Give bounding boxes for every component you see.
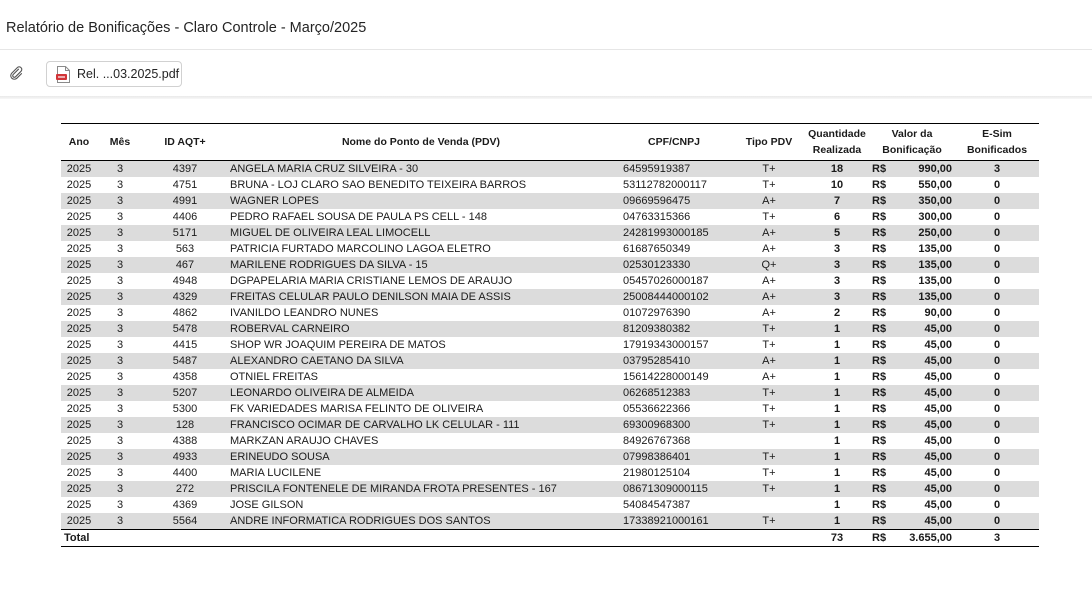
- cell-tipo: A+: [733, 273, 805, 289]
- cell-id: 5171: [143, 225, 227, 241]
- cell-currency: R$: [869, 481, 895, 497]
- cell-cpf: 06268512383: [615, 385, 733, 401]
- cell-nome: MARIA LUCILENE: [227, 465, 615, 481]
- table-row: [61, 401, 1039, 417]
- cell-nome: LEONARDO OLIVEIRA DE ALMEIDA: [227, 385, 615, 401]
- cell-esim: 0: [955, 417, 1039, 433]
- cell-tipo: A+: [733, 305, 805, 321]
- attachment-chip[interactable]: [46, 61, 182, 87]
- cell-cpf: 21980125104: [615, 465, 733, 481]
- cell-nome: MIGUEL DE OLIVEIRA LEAL LIMOCELL: [227, 225, 615, 241]
- cell-qtd: 1: [805, 481, 869, 497]
- cell-tipo: [733, 497, 805, 513]
- cell-valor: 45,00: [895, 417, 955, 433]
- cell-cpf: 53112782000117: [615, 177, 733, 193]
- cell-qtd: 18: [805, 161, 869, 178]
- cell-id: 4358: [143, 369, 227, 385]
- cell-esim: 0: [955, 481, 1039, 497]
- cell-cpf: 15614228000149: [615, 369, 733, 385]
- cell-id: 5207: [143, 385, 227, 401]
- total-row: [61, 530, 1039, 547]
- cell-currency: R$: [869, 305, 895, 321]
- cell-qtd: 1: [805, 513, 869, 530]
- cell-esim: 0: [955, 209, 1039, 225]
- cell-id: 5478: [143, 321, 227, 337]
- table-row: [61, 193, 1039, 209]
- cell-ano: 2025: [61, 513, 97, 530]
- cell-currency: R$: [869, 417, 895, 433]
- cell-mes: 3: [97, 353, 143, 369]
- cell-nome: ERINEUDO SOUSA: [227, 449, 615, 465]
- cell-mes: 3: [97, 321, 143, 337]
- cell-cpf: 03795285410: [615, 353, 733, 369]
- cell-currency: R$: [869, 353, 895, 369]
- cell-esim: 3: [955, 161, 1039, 178]
- cell-mes: 3: [97, 305, 143, 321]
- cell-tipo: T+: [733, 513, 805, 530]
- cell-nome: SHOP WR JOAQUIM PEREIRA DE MATOS: [227, 337, 615, 353]
- cell-nome: ANDRE INFORMATICA RODRIGUES DOS SANTOS: [227, 513, 615, 530]
- cell-qtd: 7: [805, 193, 869, 209]
- col-header-quantidade-line2: Realizada: [812, 144, 862, 156]
- col-header-valor: [869, 124, 955, 161]
- cell-esim: 0: [955, 241, 1039, 257]
- cell-currency: R$: [869, 513, 895, 530]
- cell-tipo: T+: [733, 465, 805, 481]
- cell-id: 4751: [143, 177, 227, 193]
- cell-ano: 2025: [61, 257, 97, 273]
- cell-cpf: 69300968300: [615, 417, 733, 433]
- cell-esim: 0: [955, 433, 1039, 449]
- cell-ano: 2025: [61, 353, 97, 369]
- col-header-mes: Mês: [97, 124, 143, 161]
- cell-mes: 3: [97, 161, 143, 178]
- cell-cpf: 17338921000161: [615, 513, 733, 530]
- table-header-row: [61, 124, 1039, 161]
- cell-qtd: 1: [805, 353, 869, 369]
- cell-currency: R$: [869, 385, 895, 401]
- cell-cpf: 09669596475: [615, 193, 733, 209]
- col-header-quantidade-line1: Quantidade: [808, 128, 866, 140]
- cell-nome: BRUNA - LOJ CLARO SAO BENEDITO TEIXEIRA BARROS: [227, 177, 615, 193]
- cell-currency: R$: [869, 497, 895, 513]
- table-row: [61, 369, 1039, 385]
- cell-valor: 45,00: [895, 513, 955, 530]
- cell-mes: 3: [97, 225, 143, 241]
- table-row: [61, 465, 1039, 481]
- cell-esim: 0: [955, 321, 1039, 337]
- cell-currency: R$: [869, 241, 895, 257]
- cell-id: 4415: [143, 337, 227, 353]
- cell-tipo: T+: [733, 337, 805, 353]
- cell-tipo: A+: [733, 241, 805, 257]
- cell-esim: 0: [955, 305, 1039, 321]
- col-header-esim-line1: E-Sim: [982, 128, 1012, 140]
- cell-currency: R$: [869, 209, 895, 225]
- cell-id: 4948: [143, 273, 227, 289]
- table-row: [61, 321, 1039, 337]
- cell-qtd: 10: [805, 177, 869, 193]
- header-divider: [0, 49, 1092, 50]
- cell-tipo: A+: [733, 353, 805, 369]
- table-row: [61, 513, 1039, 530]
- cell-cpf: 05457026000187: [615, 273, 733, 289]
- cell-valor: 135,00: [895, 289, 955, 305]
- cell-currency: R$: [869, 321, 895, 337]
- cell-mes: 3: [97, 193, 143, 209]
- cell-cpf: 02530123330: [615, 257, 733, 273]
- cell-qtd: 1: [805, 401, 869, 417]
- cell-cpf: 05536622366: [615, 401, 733, 417]
- cell-qtd: 3: [805, 289, 869, 305]
- cell-esim: 0: [955, 273, 1039, 289]
- cell-esim: 0: [955, 353, 1039, 369]
- cell-valor: 45,00: [895, 449, 955, 465]
- cell-tipo: A+: [733, 289, 805, 305]
- pdf-file-icon: [56, 66, 71, 83]
- cell-tipo: Q+: [733, 257, 805, 273]
- cell-ano: 2025: [61, 177, 97, 193]
- cell-currency: R$: [869, 257, 895, 273]
- cell-id: 4862: [143, 305, 227, 321]
- cell-valor: 45,00: [895, 337, 955, 353]
- cell-nome: JOSE GILSON: [227, 497, 615, 513]
- cell-qtd: 6: [805, 209, 869, 225]
- cell-nome: PRISCILA FONTENELE DE MIRANDA FROTA PRESENTES - 167: [227, 481, 615, 497]
- cell-valor: 350,00: [895, 193, 955, 209]
- cell-qtd: 2: [805, 305, 869, 321]
- cell-mes: 3: [97, 241, 143, 257]
- cell-currency: R$: [869, 161, 895, 178]
- cell-mes: 3: [97, 209, 143, 225]
- cell-id: 4369: [143, 497, 227, 513]
- cell-esim: 0: [955, 449, 1039, 465]
- cell-id: 272: [143, 481, 227, 497]
- col-header-tipo: Tipo PDV: [733, 124, 805, 161]
- cell-mes: 3: [97, 385, 143, 401]
- table-row: [61, 337, 1039, 353]
- cell-id: 4991: [143, 193, 227, 209]
- cell-esim: 0: [955, 513, 1039, 530]
- cell-esim: 0: [955, 497, 1039, 513]
- cell-valor: 250,00: [895, 225, 955, 241]
- cell-ano: 2025: [61, 385, 97, 401]
- cell-cpf: 08671309000115: [615, 481, 733, 497]
- cell-mes: 3: [97, 257, 143, 273]
- cell-mes: 3: [97, 369, 143, 385]
- cell-nome: OTNIEL FREITAS: [227, 369, 615, 385]
- table-row: [61, 257, 1039, 273]
- email-subject: Relatório de Bonificações - Claro Controle - Março/2025: [6, 20, 367, 36]
- cell-mes: 3: [97, 177, 143, 193]
- cell-nome: FK VARIEDADES MARISA FELINTO DE OLIVEIRA: [227, 401, 615, 417]
- table-row: [61, 433, 1039, 449]
- cell-nome: ALEXANDRO CAETANO DA SILVA: [227, 353, 615, 369]
- cell-qtd: 1: [805, 417, 869, 433]
- cell-ano: 2025: [61, 289, 97, 305]
- cell-currency: R$: [869, 433, 895, 449]
- cell-nome: WAGNER LOPES: [227, 193, 615, 209]
- cell-currency: R$: [869, 337, 895, 353]
- col-header-quantidade: [805, 124, 869, 161]
- cell-currency: R$: [869, 401, 895, 417]
- cell-tipo: T+: [733, 481, 805, 497]
- cell-qtd: 1: [805, 369, 869, 385]
- cell-ano: 2025: [61, 433, 97, 449]
- cell-currency: R$: [869, 193, 895, 209]
- cell-ano: 2025: [61, 449, 97, 465]
- cell-valor: 90,00: [895, 305, 955, 321]
- cell-valor: 45,00: [895, 433, 955, 449]
- cell-currency: R$: [869, 225, 895, 241]
- cell-cpf: 84926767368: [615, 433, 733, 449]
- attachment-divider: [0, 96, 1092, 99]
- cell-tipo: T+: [733, 385, 805, 401]
- cell-id: 4388: [143, 433, 227, 449]
- cell-ano: 2025: [61, 401, 97, 417]
- cell-ano: 2025: [61, 321, 97, 337]
- cell-valor: 45,00: [895, 401, 955, 417]
- total-esim: 3: [955, 530, 1039, 547]
- cell-esim: 0: [955, 401, 1039, 417]
- cell-cpf: 25008444000102: [615, 289, 733, 305]
- total-currency: R$: [869, 530, 895, 547]
- cell-esim: 0: [955, 465, 1039, 481]
- cell-qtd: 1: [805, 497, 869, 513]
- cell-ano: 2025: [61, 161, 97, 178]
- table-row: [61, 353, 1039, 369]
- cell-qtd: 1: [805, 449, 869, 465]
- cell-valor: 990,00: [895, 161, 955, 178]
- cell-id: 4400: [143, 465, 227, 481]
- cell-valor: 45,00: [895, 353, 955, 369]
- cell-valor: 45,00: [895, 465, 955, 481]
- cell-cpf: 01072976390: [615, 305, 733, 321]
- table-row: [61, 273, 1039, 289]
- cell-nome: MARILENE RODRIGUES DA SILVA - 15: [227, 257, 615, 273]
- cell-id: 4406: [143, 209, 227, 225]
- cell-esim: 0: [955, 177, 1039, 193]
- cell-valor: 550,00: [895, 177, 955, 193]
- cell-currency: R$: [869, 465, 895, 481]
- cell-qtd: 1: [805, 321, 869, 337]
- col-header-id: ID AQT+: [143, 124, 227, 161]
- col-header-ano: Ano: [61, 124, 97, 161]
- table-row: [61, 385, 1039, 401]
- cell-ano: 2025: [61, 497, 97, 513]
- cell-tipo: [733, 433, 805, 449]
- cell-qtd: 1: [805, 433, 869, 449]
- cell-cpf: 54084547387: [615, 497, 733, 513]
- cell-tipo: T+: [733, 209, 805, 225]
- cell-esim: 0: [955, 337, 1039, 353]
- cell-id: 5564: [143, 513, 227, 530]
- cell-ano: 2025: [61, 209, 97, 225]
- cell-mes: 3: [97, 449, 143, 465]
- cell-valor: 135,00: [895, 273, 955, 289]
- cell-nome: DGPAPELARIA MARIA CRISTIANE LEMOS DE ARAUJO: [227, 273, 615, 289]
- cell-cpf: 24281993000185: [615, 225, 733, 241]
- cell-mes: 3: [97, 481, 143, 497]
- cell-tipo: A+: [733, 193, 805, 209]
- cell-currency: R$: [869, 449, 895, 465]
- cell-qtd: 1: [805, 465, 869, 481]
- total-valor: 3.655,00: [895, 530, 955, 547]
- cell-id: 5300: [143, 401, 227, 417]
- cell-id: 563: [143, 241, 227, 257]
- cell-tipo: T+: [733, 401, 805, 417]
- col-header-esim: [955, 124, 1039, 161]
- cell-currency: R$: [869, 369, 895, 385]
- cell-mes: 3: [97, 401, 143, 417]
- paperclip-icon: [9, 66, 23, 80]
- cell-qtd: 5: [805, 225, 869, 241]
- cell-nome: IVANILDO LEANDRO NUNES: [227, 305, 615, 321]
- cell-tipo: T+: [733, 449, 805, 465]
- cell-mes: 3: [97, 337, 143, 353]
- cell-cpf: 61687650349: [615, 241, 733, 257]
- cell-qtd: 1: [805, 337, 869, 353]
- table-row: [61, 177, 1039, 193]
- cell-id: 4933: [143, 449, 227, 465]
- cell-mes: 3: [97, 289, 143, 305]
- cell-mes: 3: [97, 433, 143, 449]
- table-row: [61, 449, 1039, 465]
- cell-nome: PATRICIA FURTADO MARCOLINO LAGOA ELETRO: [227, 241, 615, 257]
- table-row: [61, 305, 1039, 321]
- cell-ano: 2025: [61, 241, 97, 257]
- cell-tipo: T+: [733, 417, 805, 433]
- cell-tipo: T+: [733, 321, 805, 337]
- cell-mes: 3: [97, 273, 143, 289]
- cell-esim: 0: [955, 289, 1039, 305]
- cell-nome: ANGELA MARIA CRUZ SILVEIRA - 30: [227, 161, 615, 178]
- col-header-esim-line2: Bonificados: [966, 144, 1028, 156]
- col-header-valor-line1: Valor da: [891, 128, 933, 140]
- cell-currency: R$: [869, 289, 895, 305]
- col-header-valor-line2: Bonificação: [882, 144, 942, 156]
- cell-qtd: 3: [805, 241, 869, 257]
- col-header-cpf: CPF/CNPJ: [615, 124, 733, 161]
- cell-valor: 135,00: [895, 241, 955, 257]
- cell-ano: 2025: [61, 417, 97, 433]
- cell-esim: 0: [955, 369, 1039, 385]
- cell-nome: FRANCISCO OCIMAR DE CARVALHO LK CELULAR - 111: [227, 417, 615, 433]
- cell-cpf: 17919343000157: [615, 337, 733, 353]
- cell-currency: R$: [869, 177, 895, 193]
- cell-id: 4329: [143, 289, 227, 305]
- table-row: [61, 497, 1039, 513]
- cell-valor: 45,00: [895, 497, 955, 513]
- cell-esim: 0: [955, 257, 1039, 273]
- cell-mes: 3: [97, 497, 143, 513]
- cell-valor: 45,00: [895, 369, 955, 385]
- cell-valor: 45,00: [895, 385, 955, 401]
- cell-valor: 135,00: [895, 257, 955, 273]
- cell-qtd: 1: [805, 385, 869, 401]
- total-quantidade: 73: [805, 530, 869, 547]
- cell-mes: 3: [97, 513, 143, 530]
- table-row: [61, 289, 1039, 305]
- cell-id: 4397: [143, 161, 227, 178]
- cell-tipo: T+: [733, 161, 805, 178]
- cell-cpf: 81209380382: [615, 321, 733, 337]
- cell-qtd: 3: [805, 273, 869, 289]
- table-row: [61, 417, 1039, 433]
- cell-nome: ROBERVAL CARNEIRO: [227, 321, 615, 337]
- cell-ano: 2025: [61, 225, 97, 241]
- cell-tipo: A+: [733, 369, 805, 385]
- table-row: [61, 481, 1039, 497]
- cell-id: 5487: [143, 353, 227, 369]
- col-header-nome: Nome do Ponto de Venda (PDV): [227, 124, 615, 161]
- cell-id: 128: [143, 417, 227, 433]
- table-row: [61, 161, 1039, 178]
- table-row: [61, 241, 1039, 257]
- bonus-report: [61, 123, 1039, 547]
- cell-ano: 2025: [61, 337, 97, 353]
- attachment-filename: Rel. ...03.2025.pdf: [77, 67, 180, 81]
- cell-cpf: 04763315366: [615, 209, 733, 225]
- cell-cpf: 07998386401: [615, 449, 733, 465]
- cell-mes: 3: [97, 465, 143, 481]
- cell-valor: 45,00: [895, 321, 955, 337]
- cell-ano: 2025: [61, 305, 97, 321]
- cell-nome: PEDRO RAFAEL SOUSA DE PAULA PS CELL - 148: [227, 209, 615, 225]
- table-row: [61, 225, 1039, 241]
- cell-valor: 300,00: [895, 209, 955, 225]
- cell-tipo: T+: [733, 177, 805, 193]
- cell-ano: 2025: [61, 465, 97, 481]
- cell-mes: 3: [97, 417, 143, 433]
- cell-esim: 0: [955, 225, 1039, 241]
- cell-cpf: 64595919387: [615, 161, 733, 178]
- cell-ano: 2025: [61, 369, 97, 385]
- cell-esim: 0: [955, 385, 1039, 401]
- cell-ano: 2025: [61, 273, 97, 289]
- cell-currency: R$: [869, 273, 895, 289]
- bonus-table: [61, 123, 1039, 547]
- cell-esim: 0: [955, 193, 1039, 209]
- total-label: Total: [61, 530, 805, 547]
- cell-qtd: 3: [805, 257, 869, 273]
- cell-valor: 45,00: [895, 481, 955, 497]
- cell-ano: 2025: [61, 193, 97, 209]
- table-row: [61, 209, 1039, 225]
- cell-nome: FREITAS CELULAR PAULO DENILSON MAIA DE ASSIS: [227, 289, 615, 305]
- cell-id: 467: [143, 257, 227, 273]
- cell-ano: 2025: [61, 481, 97, 497]
- cell-tipo: A+: [733, 225, 805, 241]
- cell-nome: MARKZAN ARAUJO CHAVES: [227, 433, 615, 449]
